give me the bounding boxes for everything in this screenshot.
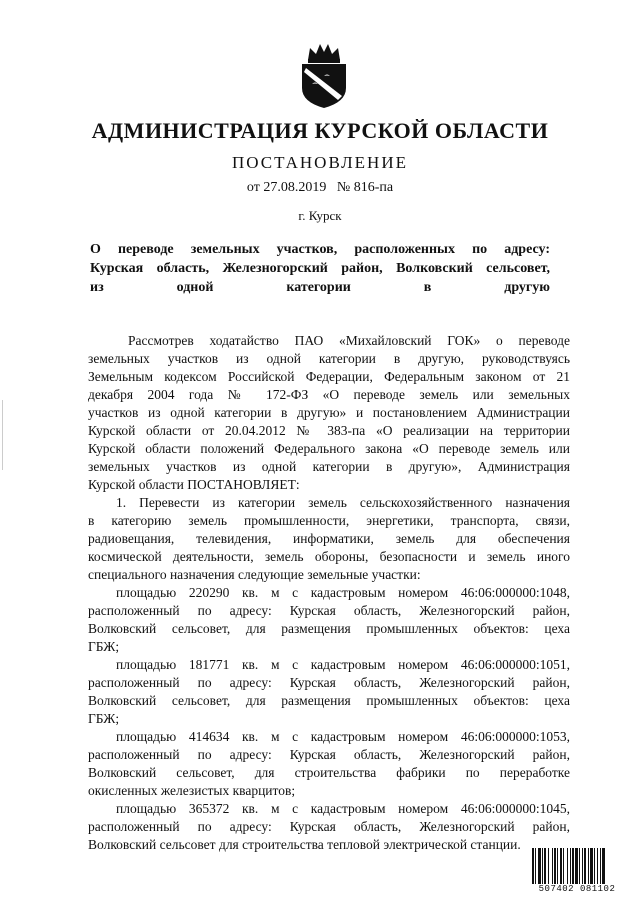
- document-body: [88, 332, 570, 854]
- scan-margin-mark: [2, 400, 3, 470]
- body-line: площадью 220290 кв. м с кадастровым номером 46:06:000000:1048,: [116, 585, 570, 600]
- body-line: Волковский сельсовет, для строительства фабрики по переработке: [88, 765, 570, 780]
- body-line: окисленных железистых кварцитов;: [88, 783, 296, 798]
- body-line: космической деятельности, земель обороны, безопасности и земель иного: [88, 549, 570, 564]
- body-line: 1. Перевести из категории земель сельскохозяйственного назначения: [116, 495, 570, 510]
- body-line: ГБЖ;: [88, 639, 120, 654]
- body-line: радиовещания, телевидения, информатики, земель для обеспечения: [88, 531, 570, 546]
- body-line: Курской области ПОСТАНОВЛЯЕТ:: [88, 477, 300, 492]
- body-line: Рассмотрев ходатайство ПАО «Михайловский ГОК» о переводе: [128, 333, 570, 348]
- body-line: площадью 414634 кв. м с кадастровым номером 46:06:000000:1053,: [116, 729, 570, 744]
- document-subject: [90, 240, 550, 297]
- body-line: Курской области положений Федерального закона «О переводе земель или: [88, 441, 570, 456]
- body-line: расположенный по адресу: Курская область, Железногорский район,: [88, 675, 570, 690]
- document-type: ПОСТАНОВЛЕНИЕ: [231, 153, 408, 172]
- body-line: Курской области от 20.04.2012 № 383-па «О реализации на территории: [88, 423, 570, 438]
- document-city: г. Курск: [298, 208, 342, 223]
- body-line: расположенный по адресу: Курская область, Железногорский район,: [88, 819, 570, 834]
- body-line: площадью 181771 кв. м с кадастровым номером 46:06:000000:1051,: [116, 657, 570, 672]
- body-line: земельных участков из одной категории в другую», Администрация: [88, 459, 570, 474]
- body-line: Земельным кодексом Российской Федерации, Федеральным законом от 21: [88, 369, 570, 384]
- body-line: расположенный по адресу: Курская область, Железногорский район,: [88, 747, 570, 762]
- body-line: декабря 2004 года № 172-ФЗ «О переводе земель или земельных: [88, 387, 570, 402]
- organization-title: АДМИНИСТРАЦИЯ КУРСКОЙ ОБЛАСТИ: [91, 118, 549, 143]
- subject-line: Курская область, Железногорский район, Волковский сельсовет,: [90, 261, 550, 276]
- subject-line: из одной категории в другую: [90, 280, 550, 295]
- barcode-number: 507402 081102: [528, 884, 626, 894]
- subject-line: О переводе земельных участков, расположенных по адресу:: [90, 242, 550, 257]
- body-line: участков из одной категории в другую» и постановлением Администрации: [88, 405, 570, 420]
- document-date-number: от 27.08.2019 № 816-па: [246, 180, 394, 195]
- body-line: Волковский сельсовет, для размещения промышленных объектов: цеха: [88, 621, 570, 636]
- body-line: площадью 365372 кв. м с кадастровым номером 46:06:000000:1045,: [116, 801, 570, 816]
- body-line: Волковский сельсовет, для размещения промышленных объектов: цеха: [88, 693, 570, 708]
- body-line: в категорию земель промышленности, энергетики, транспорта, связи,: [88, 513, 570, 528]
- body-line: расположенный по адресу: Курская область, Железногорский район,: [88, 603, 570, 618]
- body-line: специального назначения следующие земельные участки:: [88, 567, 421, 582]
- body-line: ГБЖ;: [88, 711, 120, 726]
- body-line: Волковский сельсовет для строительства тепловой электрической станции.: [88, 837, 521, 852]
- coat-of-arms-icon: [294, 40, 354, 110]
- body-line: земельных участков из одной категории в другую, руководствуясь: [88, 351, 570, 366]
